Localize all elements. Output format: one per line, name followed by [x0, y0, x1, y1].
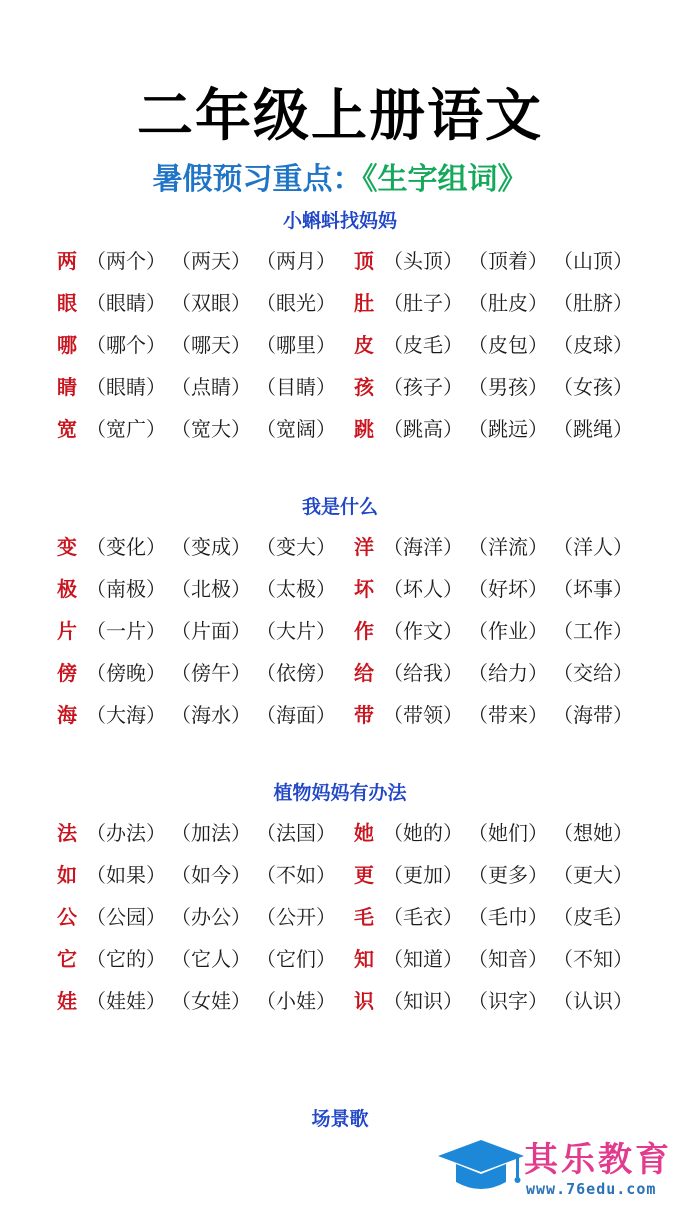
vocab-row — [0, 246, 680, 276]
word-phrase: （头顶） — [383, 249, 463, 273]
target-character: 哪 — [57, 333, 77, 357]
word-phrase: （片面） — [171, 619, 251, 643]
target-character: 如 — [57, 863, 77, 887]
word-phrase: （更多） — [468, 863, 548, 887]
word-phrase: （目睛） — [256, 375, 336, 399]
target-character: 跳 — [354, 417, 374, 441]
word-phrase: （海水） — [171, 703, 251, 727]
subtitle-prefix: 暑假预习重点： — [152, 162, 363, 197]
word-phrase: （肚皮） — [468, 291, 548, 315]
word-phrase: （哪里） — [256, 333, 336, 357]
word-phrase: （更大） — [553, 863, 633, 887]
word-phrase: （交给） — [553, 661, 633, 685]
target-character: 法 — [57, 821, 77, 845]
word-phrase: （坏事） — [553, 577, 633, 601]
word-phrase: （知识） — [383, 989, 463, 1013]
target-character: 片 — [57, 619, 77, 643]
word-phrase: （眼光） — [256, 291, 336, 315]
target-character: 她 — [354, 821, 374, 845]
word-phrase: （跳绳） — [553, 417, 633, 441]
word-phrase: （小娃） — [256, 989, 336, 1013]
word-phrase: （女孩） — [553, 375, 633, 399]
vocab-row — [0, 372, 680, 402]
vocab-row — [0, 860, 680, 890]
word-phrase: （太极） — [256, 577, 336, 601]
word-phrase: （加法） — [171, 821, 251, 845]
vocab-row — [0, 944, 680, 974]
target-character: 作 — [354, 619, 374, 643]
word-phrase: （带来） — [468, 703, 548, 727]
word-phrase: （女娃） — [171, 989, 251, 1013]
vocab-row — [0, 414, 680, 444]
word-phrase: （认识） — [553, 989, 633, 1013]
target-character: 海 — [57, 703, 77, 727]
word-phrase: （变化） — [86, 535, 166, 559]
word-phrase: （皮球） — [553, 333, 633, 357]
section-title: 场景歌 — [311, 1108, 369, 1130]
word-phrase: （海面） — [256, 703, 336, 727]
word-phrase: （两月） — [256, 249, 336, 273]
word-phrase: （哪天） — [171, 333, 251, 357]
word-phrase: （它人） — [171, 947, 251, 971]
target-character: 带 — [354, 703, 374, 727]
word-phrase: （跳远） — [468, 417, 548, 441]
target-character: 顶 — [354, 249, 374, 273]
target-character: 毛 — [354, 905, 374, 929]
word-phrase: （她们） — [468, 821, 548, 845]
word-phrase: （山顶） — [553, 249, 633, 273]
graduation-cap-icon — [436, 1138, 526, 1204]
target-character: 更 — [354, 863, 374, 887]
page-subtitle — [0, 158, 680, 202]
target-character: 变 — [57, 535, 77, 559]
vocab-row — [0, 616, 680, 646]
target-character: 公 — [57, 905, 77, 929]
target-character: 坏 — [354, 577, 374, 601]
vocab-row — [0, 330, 680, 360]
word-phrase: （海洋） — [383, 535, 463, 559]
word-phrase: （如今） — [171, 863, 251, 887]
word-phrase: （大片） — [256, 619, 336, 643]
subtitle-highlight: 《生字组词》 — [362, 162, 528, 197]
target-character: 睛 — [57, 375, 77, 399]
target-character: 傍 — [57, 661, 77, 685]
word-phrase: （依傍） — [256, 661, 336, 685]
word-phrase: （工作） — [553, 619, 633, 643]
word-phrase: （宽大） — [171, 417, 251, 441]
vocab-row — [0, 532, 680, 562]
word-phrase: （娃娃） — [86, 989, 166, 1013]
section-title: 我是什么 — [301, 496, 378, 518]
page-title: 二年级上册语文 — [137, 84, 543, 149]
target-character: 皮 — [354, 333, 374, 357]
word-phrase: （它们） — [256, 947, 336, 971]
target-character: 给 — [354, 661, 374, 685]
word-phrase: （变成） — [171, 535, 251, 559]
word-phrase: （顶着） — [468, 249, 548, 273]
word-phrase: （北极） — [171, 577, 251, 601]
word-phrase: （变大） — [256, 535, 336, 559]
brand-logo — [436, 1138, 676, 1204]
word-phrase: （想她） — [553, 821, 633, 845]
word-phrase: （皮毛） — [553, 905, 633, 929]
word-phrase: （办法） — [86, 821, 166, 845]
word-phrase: （双眼） — [171, 291, 251, 315]
section-title: 植物妈妈有办法 — [273, 782, 407, 804]
word-phrase: （哪个） — [86, 333, 166, 357]
word-phrase: （两个） — [86, 249, 166, 273]
word-phrase: （不如） — [256, 863, 336, 887]
word-phrase: （皮毛） — [383, 333, 463, 357]
word-phrase: （眼睛） — [86, 291, 166, 315]
word-phrase: （肚脐） — [553, 291, 633, 315]
target-character: 极 — [57, 577, 77, 601]
word-phrase: （傍午） — [171, 661, 251, 685]
vocab-row — [0, 986, 680, 1016]
word-phrase: （给我） — [383, 661, 463, 685]
word-phrase: （毛衣） — [383, 905, 463, 929]
target-character: 眼 — [57, 291, 77, 315]
target-character: 它 — [57, 947, 77, 971]
word-phrase: （洋人） — [553, 535, 633, 559]
word-phrase: （宽广） — [86, 417, 166, 441]
target-character: 知 — [354, 947, 374, 971]
logo-url: www.76edu.com — [526, 1180, 657, 1198]
section-title: 小蝌蚪找妈妈 — [282, 210, 397, 232]
word-phrase: （公园） — [86, 905, 166, 929]
word-phrase: （洋流） — [468, 535, 548, 559]
word-phrase: （跳高） — [383, 417, 463, 441]
word-phrase: （它的） — [86, 947, 166, 971]
word-phrase: （公开） — [256, 905, 336, 929]
word-phrase: （法国） — [256, 821, 336, 845]
word-phrase: （大海） — [86, 703, 166, 727]
word-phrase: （傍晚） — [86, 661, 166, 685]
word-phrase: （海带） — [553, 703, 633, 727]
word-phrase: （她的） — [383, 821, 463, 845]
word-phrase: （孩子） — [383, 375, 463, 399]
target-character: 肚 — [354, 291, 374, 315]
word-phrase: （男孩） — [468, 375, 548, 399]
word-phrase: （不知） — [553, 947, 633, 971]
vocab-row — [0, 288, 680, 318]
word-phrase: （带领） — [383, 703, 463, 727]
logo-name: 其乐教育 — [524, 1140, 672, 1180]
target-character: 洋 — [354, 535, 374, 559]
target-character: 孩 — [354, 375, 374, 399]
word-phrase: （皮包） — [468, 333, 548, 357]
target-character: 娃 — [57, 989, 77, 1013]
target-character: 宽 — [57, 417, 77, 441]
word-phrase: （一片） — [86, 619, 166, 643]
word-phrase: （作业） — [468, 619, 548, 643]
target-character: 识 — [354, 989, 374, 1013]
word-phrase: （坏人） — [383, 577, 463, 601]
word-phrase: （办公） — [171, 905, 251, 929]
word-phrase: （给力） — [468, 661, 548, 685]
word-phrase: （知音） — [468, 947, 548, 971]
word-phrase: （如果） — [86, 863, 166, 887]
word-phrase: （好坏） — [468, 577, 548, 601]
word-phrase: （南极） — [86, 577, 166, 601]
word-phrase: （更加） — [383, 863, 463, 887]
vocab-row — [0, 658, 680, 688]
word-phrase: （两天） — [171, 249, 251, 273]
word-phrase: （知道） — [383, 947, 463, 971]
word-phrase: （毛巾） — [468, 905, 548, 929]
word-phrase: （识字） — [468, 989, 548, 1013]
word-phrase: （宽阔） — [256, 417, 336, 441]
vocab-row — [0, 574, 680, 604]
word-phrase: （肚子） — [383, 291, 463, 315]
word-phrase: （点睛） — [171, 375, 251, 399]
word-phrase: （眼睛） — [86, 375, 166, 399]
vocab-row — [0, 902, 680, 932]
vocab-row — [0, 818, 680, 848]
vocab-row — [0, 700, 680, 730]
target-character: 两 — [57, 249, 77, 273]
word-phrase: （作文） — [383, 619, 463, 643]
